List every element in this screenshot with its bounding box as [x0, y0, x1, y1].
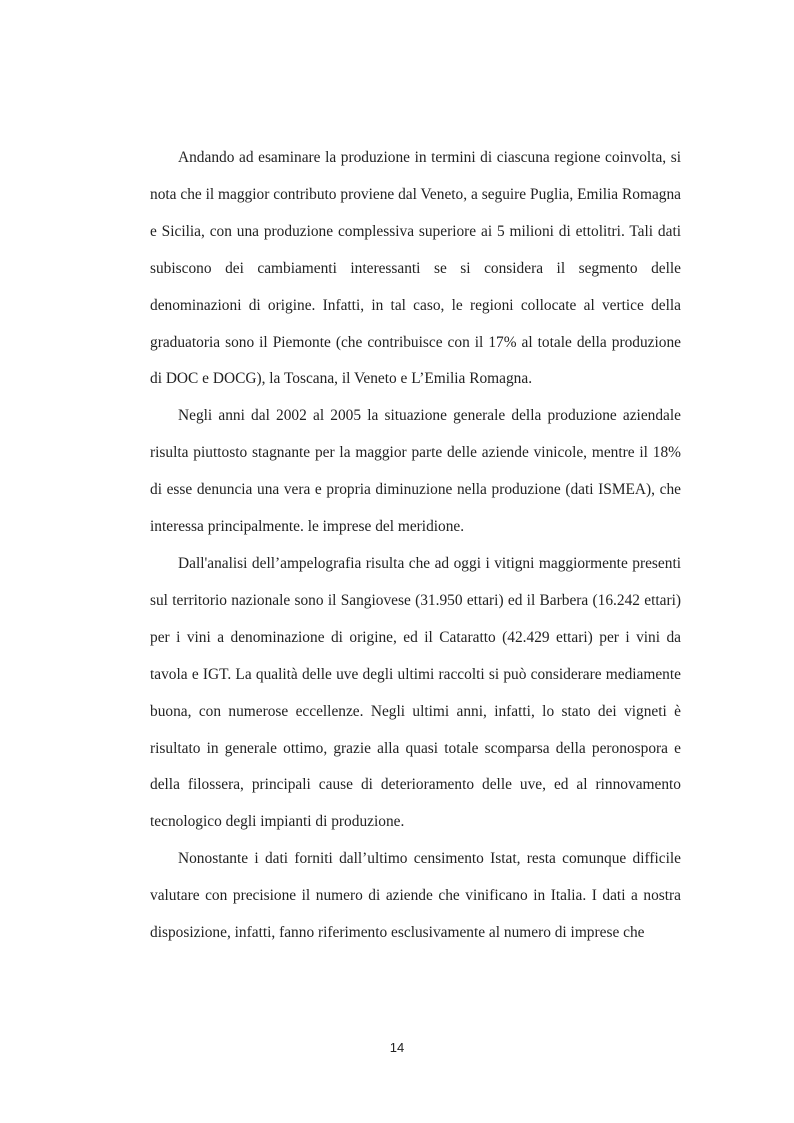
paragraph-istat-census: Nonostante i dati forniti dall’ultimo censimento Istat, resta comunque difficile valutare con precisione il numero di aziende che vinificano in Italia. I dati a nostra disposizione, infatti, fanno riferimento esclusivamente al numero di imprese che — [150, 850, 681, 942]
paragraph-regional-production: Andando ad esaminare la produzione in termini di ciascuna regione coinvolta, si nota che il maggior contributo proviene dal Veneto, a seguire Puglia, Emilia Romagna e Sicilia, con una produzione complessiva superiore ai 5 milioni di ettolitri. Tali dati subiscono dei cambiamenti interessanti se si considera il segmento delle denominazioni di origine. Infatti, in tal caso, le regioni collocate al vertice della graduatoria sono il Piemonte (che contribuisce con il 17% al totale della produzione di DOC e DOCG), la Toscana, il Veneto e L’Emilia Romagna. — [150, 149, 681, 388]
paragraph-production-trend: Negli anni dal 2002 al 2005 la situazione generale della produzione aziendale risulta piuttosto stagnante per la maggior parte delle aziende vinicole, mentre il 18% di esse denuncia una vera e propria diminuzione nella produzione (dati ISMEA), che interessa principalmente. le imprese del meridione. — [150, 407, 681, 536]
paragraph-ampelography: Dall'analisi dell’ampelografia risulta che ad oggi i vitigni maggiormente presenti sul territorio nazionale sono il Sangiovese (31.950 ettari) ed il Barbera (16.242 ettari) per i vini a denominazione di origine, ed il Cataratto (42.429 ettari) per i vini da tavola e IGT. La qualità delle uve degli ultimi raccolti si può considerare mediamente buona, con numerose eccellenze. Negli ultimi anni, infatti, lo stato dei vigneti è risultato in generale ottimo, grazie alla quasi totale scomparsa della peronospora e della filossera, principali cause di deterioramento delle uve, ed al rinnovamento tecnologico degli impianti di produzione. — [150, 554, 681, 831]
document-body — [150, 140, 681, 952]
page-number: 14 — [389, 1040, 405, 1055]
